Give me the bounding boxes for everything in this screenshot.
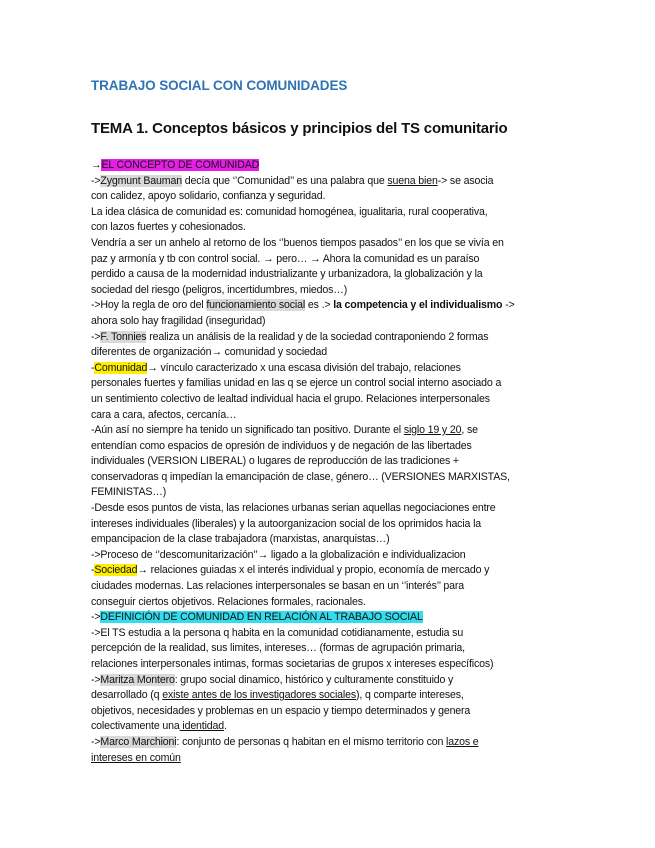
text-span: ->Hoy la regla de oro del [91, 299, 207, 312]
text-span-hl-mag: EL CONCEPTO DE COMUNIDAD [101, 159, 260, 171]
text-line [91, 330, 561, 346]
text-span: -> [91, 735, 101, 748]
text-span: intereses individuales (liberales) y la autoorganizacion social de los oprimidos hacia la [91, 517, 482, 530]
text-span: percepción de la realidad, sus limites, intereses… (formas de agrupación primaria, [91, 642, 465, 655]
text-line [91, 361, 561, 377]
text-line [91, 392, 561, 408]
text-span: - [91, 361, 95, 374]
text-line [91, 626, 561, 642]
text-span: empancipacion de la clase trabajadora (marxistas, anarquistas…) [91, 533, 390, 546]
text-span: ), q comparte intereses, [356, 689, 464, 702]
text-span: ->Proceso de ‘’descomunitarización’’→ ligado a la globalización e individualizacion [91, 548, 466, 561]
text-span: -Desde esos puntos de vista, las relaciones urbanas serian aquellas negociaciones entre [91, 502, 496, 515]
text-line [91, 501, 561, 517]
text-line [91, 673, 561, 689]
text-line [91, 704, 561, 720]
text-span: Vendría a ser un anhelo al retorno de los ‘’buenos tiempos pasados’’ en los que se vivía en [91, 236, 504, 249]
text-span-u: intereses en común [91, 751, 181, 764]
text-span: diferentes de organización→ comunidad y sociedad [91, 346, 328, 359]
text-span: colectivamente una [91, 720, 180, 733]
text-line [91, 517, 561, 533]
text-span: cara a cara, afectos, cercanía… [91, 408, 237, 421]
text-line [91, 610, 561, 626]
text-span: : grupo social dinamico, histórico y culturamente constituido y [174, 673, 454, 686]
text-span: objetivos, necesidades y problemas en un espacio y tiempo determinados y genera [91, 704, 471, 717]
text-span-hl-gray: funcionamiento social [206, 299, 306, 312]
text-span: desarrollado (q [91, 689, 163, 702]
text-span: → relaciones guiadas x el interés individual y propio, economía de mercado y [137, 564, 490, 577]
text-span: sociedad del riesgo (peligros, incertidumbres, miedos…) [91, 283, 348, 296]
text-span-u: existe antes de los investigadores sociales [162, 689, 356, 702]
text-line [91, 595, 561, 611]
text-span: decía que ‘’Comunidad’’ es una palabra que [181, 174, 388, 187]
document-title: TRABAJO SOCIAL CON COMUNIDADES [91, 78, 348, 93]
text-line [91, 314, 561, 330]
text-span: realiza un análisis de la realidad y de la sociedad contraponiendo 2 formas [146, 330, 489, 343]
text-span: personales fuertes y familias unidad en las q se ejerce un control social interno asociado a [91, 377, 502, 390]
text-line [91, 735, 561, 751]
text-line [91, 283, 561, 299]
section-heading: TEMA 1. Conceptos básicos y principios del TS comunitario [91, 120, 508, 137]
text-line [91, 408, 561, 424]
text-span-u: identidad [179, 720, 225, 733]
text-span-u: lazos e [446, 735, 479, 748]
text-span-hl-yel: Comunidad [94, 361, 148, 374]
text-span: un sentimiento colectivo de lealtad individual hacia el grupo. Relaciones interpersonales [91, 392, 490, 405]
text-span: perdido a causa de la modernidad industrializante y urbanizadora, la globalización y la [91, 268, 483, 281]
text-span: -> [91, 673, 101, 686]
text-span: ahora solo hay fragilidad (inseguridad) [91, 314, 266, 327]
text-span: FEMINISTAS…) [91, 486, 167, 499]
text-line [91, 345, 561, 361]
document-body [91, 158, 561, 766]
text-line [91, 298, 561, 314]
text-span: con calidez, apoyo solidario, confianza y seguridad. [91, 190, 326, 203]
text-line [91, 751, 561, 767]
text-line [91, 376, 561, 392]
text-span-b: la competencia y el individualismo [333, 299, 503, 312]
text-span: → vínculo caracterizado x una escasa división del trabajo, relaciones [147, 361, 461, 374]
text-span: , se [461, 424, 478, 437]
text-span: -Aún así no siempre ha tenido un significado tan positivo. Durante el [91, 424, 404, 437]
text-span: relaciones interpersonales intimas, formas societarias de grupos x intereses específicos) [91, 658, 494, 670]
text-span: es .> [305, 299, 334, 312]
text-line [91, 548, 561, 564]
text-line [91, 423, 561, 439]
text-span: -> [91, 611, 101, 624]
text-span: individuales (VERSION LIBERAL) o lugares de reproducción de las tradiciones + [91, 455, 459, 468]
text-span-hl-yel: Sociedad [94, 564, 138, 577]
text-span-hl-gray: Marco Marchioni [100, 735, 177, 748]
text-span: - [91, 564, 95, 577]
text-line [91, 252, 561, 268]
text-span: -> se asocia [437, 174, 494, 187]
text-span: paz y armonía y tb con control social. → pero… → Ahora la comunidad es un paraíso [91, 252, 480, 265]
text-span: entendían como espacios de opresión de individuos y de negación de las libertades [91, 439, 472, 452]
text-line [91, 267, 561, 283]
text-span-u: siglo 19 y 20 [403, 424, 462, 437]
text-line [91, 470, 561, 486]
text-line [91, 485, 561, 501]
text-span: . [224, 720, 227, 733]
text-line [91, 688, 561, 704]
text-line [91, 532, 561, 548]
text-span-hl-gray: Maritza Montero [100, 673, 175, 686]
text-line [91, 719, 561, 735]
text-span: conservadoras q impedían la emancipación de clase, género… (VERSIONES MARXISTAS, [91, 470, 510, 483]
text-line [91, 189, 561, 205]
text-span-hl-gray: Zygmunt Bauman [100, 174, 182, 187]
text-line [91, 641, 561, 657]
text-line [91, 236, 561, 252]
text-line [91, 220, 561, 236]
text-span: La idea clásica de comunidad es: comunidad homogénea, igualitaria, rural cooperativa, [91, 205, 488, 218]
text-line [91, 174, 561, 190]
text-span-hl-cyan: DEFINICIÓN DE COMUNIDAD EN RELACIÓN AL TRABAJO SOCIAL [100, 611, 423, 624]
text-line [91, 563, 561, 579]
text-span: -> [502, 299, 515, 312]
text-line [91, 657, 561, 673]
text-span: conseguir ciertos objetivos. Relaciones formales, racionales. [91, 595, 366, 608]
text-span-hl-gray: F. Tonnies [100, 330, 147, 343]
text-span: ciudades modernas. Las relaciones interpersonales se basan en un ‘’interés’’ para [91, 580, 464, 593]
text-line [91, 158, 561, 174]
text-span: -> [91, 330, 101, 343]
text-span: -> [91, 174, 101, 187]
text-span: ->El TS estudia a la persona q habita en la comunidad cotidianamente, estudia su [91, 626, 464, 639]
text-span-u: suena bien [387, 174, 438, 187]
text-line [91, 205, 561, 221]
text-span: : conjunto de personas q habitan en el mismo territorio con [176, 735, 447, 748]
text-span: con lazos fuertes y cohesionados. [91, 221, 246, 234]
text-line [91, 454, 561, 470]
text-span: → [91, 159, 102, 171]
text-line [91, 579, 561, 595]
text-line [91, 439, 561, 455]
